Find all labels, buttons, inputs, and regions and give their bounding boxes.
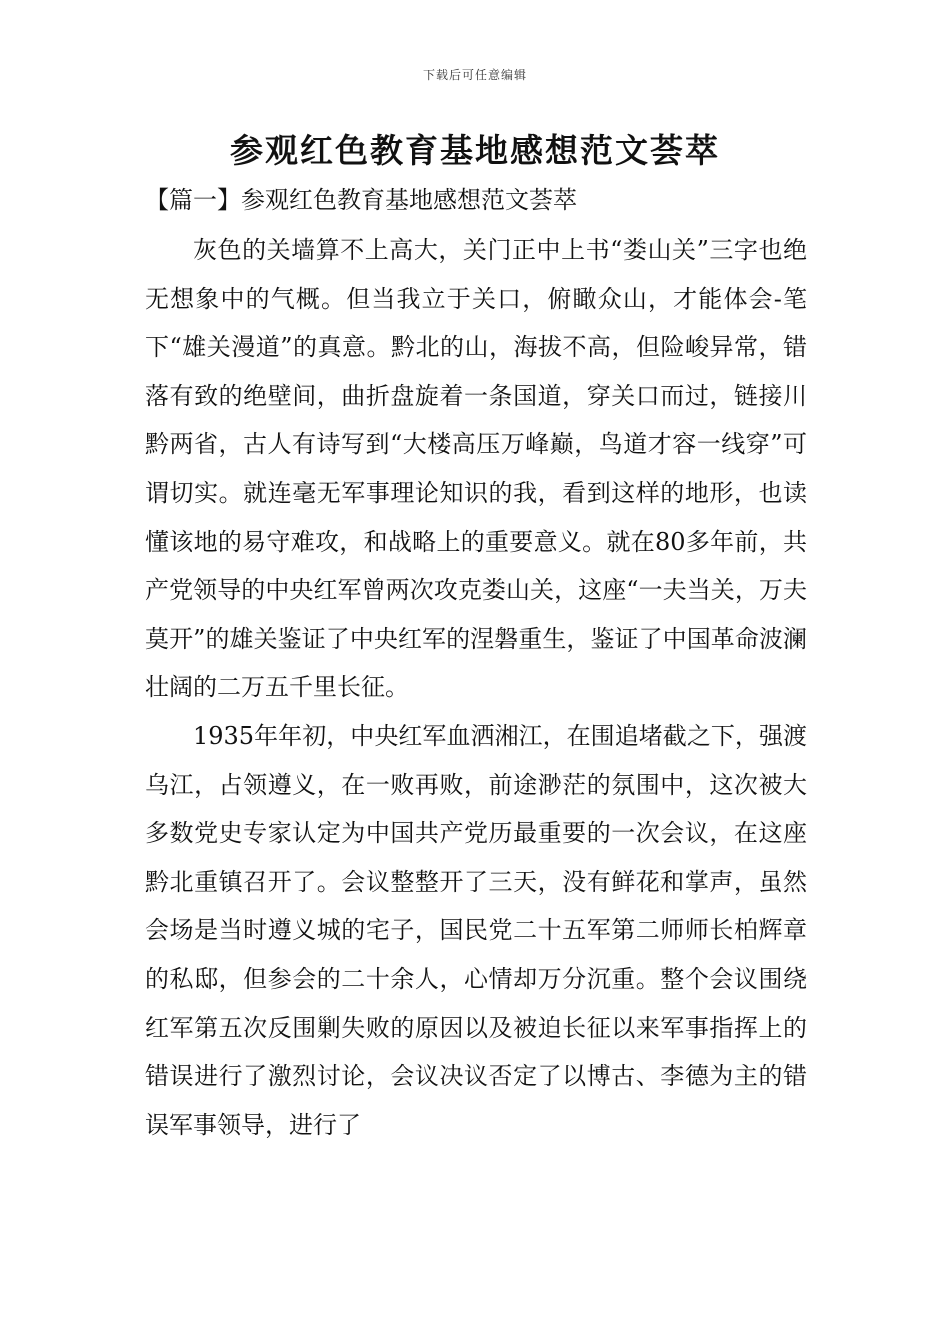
paragraph-2: 1935年年初，中央红军血洒湘江，在围追堵截之下，强渡乌江，占领遵义，在一败再败，前途渺茫的氛围中，这次被大多数党史专家认定为中国共产党历最重要的一次会议，在这座黔北重镇召开了。会议整整开了三天，没有鲜花和掌声，虽然会场是当时遵义城的宅子，国民党二十五军第二师师长柏辉章的私邸，但参会的二十余人，心情却万分沉重。整个会议围绕红军第五次反围剿失败的原因以及被迫长征以来军事指挥上的错误进行了激烈讨论，会议决议否定了以博古、李德为主的错误军事领导，进行了 xyxy=(145,721,807,1139)
document-body xyxy=(145,226,807,1149)
section-heading: 【篇一】参观红色教育基地感想范文荟萃 xyxy=(145,186,577,214)
page-header-note: 下载后可任意编辑 xyxy=(422,68,527,82)
document-title: 参观红色教育基地感想范文荟萃 xyxy=(230,131,720,170)
paragraph-1: 灰色的关墙算不上高大，关门正中上书“娄山关”三字也绝无想象中的气概。但当我立于关口，俯瞰众山，才能体会-笔下“雄关漫道”的真意。黔北的山，海拔不高，但险峻异常，错落有致的绝壁间，曲折盘旋着一条国道，穿关口而过，链接川黔两省，古人有诗写到“大楼高压万峰巅，鸟道才容一线穿”可谓切实。就连毫无军事理论知识的我，看到这样的地形，也读懂该地的易守难攻，和战略上的重要意义。就在80多年前，共产党领导的中央红军曾两次攻克娄山关，这座“一夫当关，万夫莫开”的雄关鉴证了中央红军的涅磐重生，鉴证了中国革命波澜壮阔的二万五千里长征。 xyxy=(145,236,807,702)
